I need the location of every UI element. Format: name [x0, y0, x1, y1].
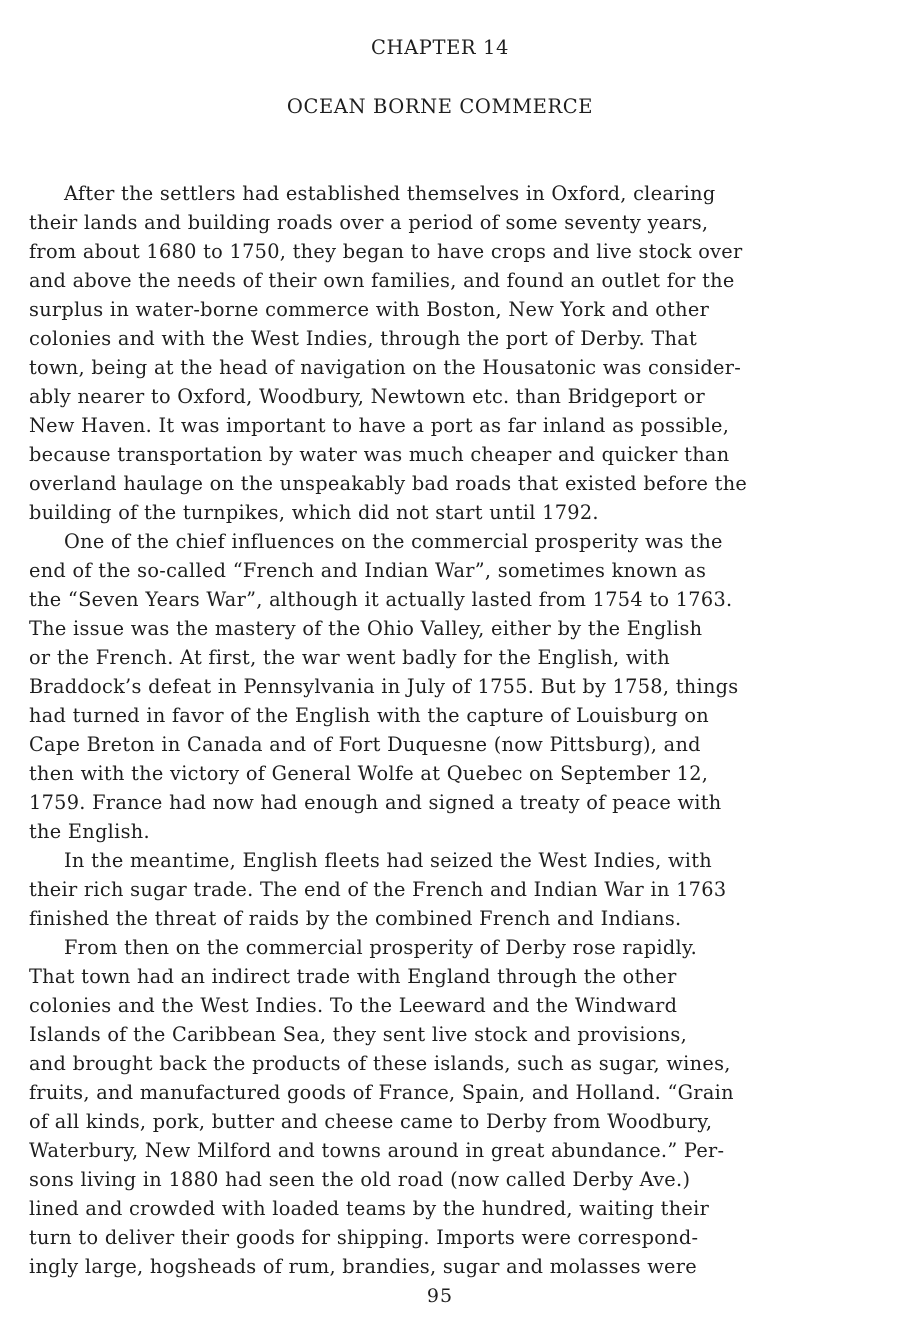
paragraph-4-line: of all kinds, pork, butter and cheese came to Derby from Woodbury, — [29, 1110, 713, 1133]
paragraph-1-line: ably nearer to Oxford, Woodbury, Newtown etc. than Bridgeport or — [29, 385, 706, 408]
paragraph-4-line: fruits, and manufactured goods of France, Spain, and Holland. “Grain — [29, 1081, 734, 1104]
paragraph-1-line: from about 1680 to 1750, they began to have crops and live stock over — [29, 240, 743, 263]
paragraph-1-line: New Haven. It was important to have a port as far inland as possible, — [29, 414, 730, 437]
paragraph-1-line: colonies and with the West Indies, through the port of Derby. That — [29, 327, 698, 350]
paragraph-1-line: town, being at the head of navigation on the Housatonic was consider- — [29, 356, 742, 379]
paragraph-4-line: Waterbury, New Milford and towns around in great abundance.” Per- — [29, 1139, 725, 1162]
paragraph-2-line: 1759. France had now had enough and signed a treaty of peace with — [29, 791, 722, 814]
paragraph-2-line: the English. — [29, 820, 150, 843]
paragraph-1-line: their lands and building roads over a period of some seventy years, — [29, 211, 709, 234]
paragraph-2-line: The issue was the mastery of the Ohio Valley, either by the English — [29, 617, 703, 640]
paragraph-2-line: Braddock’s defeat in Pennsylvania in July of 1755. But by 1758, things — [29, 675, 739, 698]
paragraph-4-line: sons living in 1880 had seen the old road (now called Derby Ave.) — [29, 1168, 691, 1191]
paragraph-3-line: finished the threat of raids by the combined French and Indians. — [29, 907, 682, 930]
paragraph-2-line: then with the victory of General Wolfe at Quebec on September 12, — [29, 762, 709, 785]
chapter-title: OCEAN BORNE COMMERCE — [286, 95, 594, 118]
paragraph-2-line: end of the so-called “French and Indian War”, sometimes known as — [29, 559, 707, 582]
paragraph-4-line: That town had an indirect trade with England through the other — [29, 965, 677, 988]
paragraph-4-line: and brought back the products of these islands, such as sugar, wines, — [29, 1052, 731, 1075]
body-text — [29, 179, 881, 1281]
paragraph-2-line: Cape Breton in Canada and of Fort Duquesne (now Pittsburg), and — [29, 733, 701, 756]
paragraph-4-line: Islands of the Caribbean Sea, they sent live stock and provisions, — [29, 1023, 688, 1046]
paragraph-1-line: overland haulage on the unspeakably bad roads that existed before the — [29, 472, 748, 495]
chapter-label: CHAPTER 14 — [370, 36, 510, 59]
page-number: 95 — [426, 1285, 454, 1307]
paragraph-2-line: the “Seven Years War”, although it actually lasted from 1754 to 1763. — [29, 588, 733, 611]
paragraph-4-line: From then on the commercial prosperity of Derby rose rapidly. — [64, 936, 698, 959]
paragraph-3-line: In the meantime, English fleets had seized the West Indies, with — [64, 849, 713, 872]
paragraph-1-line: and above the needs of their own families, and found an outlet for the — [29, 269, 735, 292]
paragraph-1-line: surplus in water-borne commerce with Boston, New York and other — [29, 298, 710, 321]
paragraph-4-line: lined and crowded with loaded teams by the hundred, waiting their — [29, 1197, 710, 1220]
paragraph-2-line: had turned in favor of the English with the capture of Louisburg on — [29, 704, 710, 727]
paragraph-2-line: or the French. At first, the war went badly for the English, with — [29, 646, 670, 669]
paragraph-1-line: After the settlers had established themselves in Oxford, clearing — [64, 182, 716, 205]
paragraph-4-line: ingly large, hogsheads of rum, brandies, sugar and molasses were — [29, 1255, 697, 1278]
paragraph-1-line: because transportation by water was much cheaper and quicker than — [29, 443, 730, 466]
paragraph-4-line: colonies and the West Indies. To the Leeward and the Windward — [29, 994, 678, 1017]
paragraph-1-line: building of the turnpikes, which did not start until 1792. — [29, 501, 599, 524]
paragraph-2-line: One of the chief influences on the commercial prosperity was the — [64, 530, 723, 553]
paragraph-3-line: their rich sugar trade. The end of the French and Indian War in 1763 — [29, 878, 727, 901]
paragraph-4-line: turn to deliver their goods for shipping. Imports were correspond- — [29, 1226, 699, 1249]
